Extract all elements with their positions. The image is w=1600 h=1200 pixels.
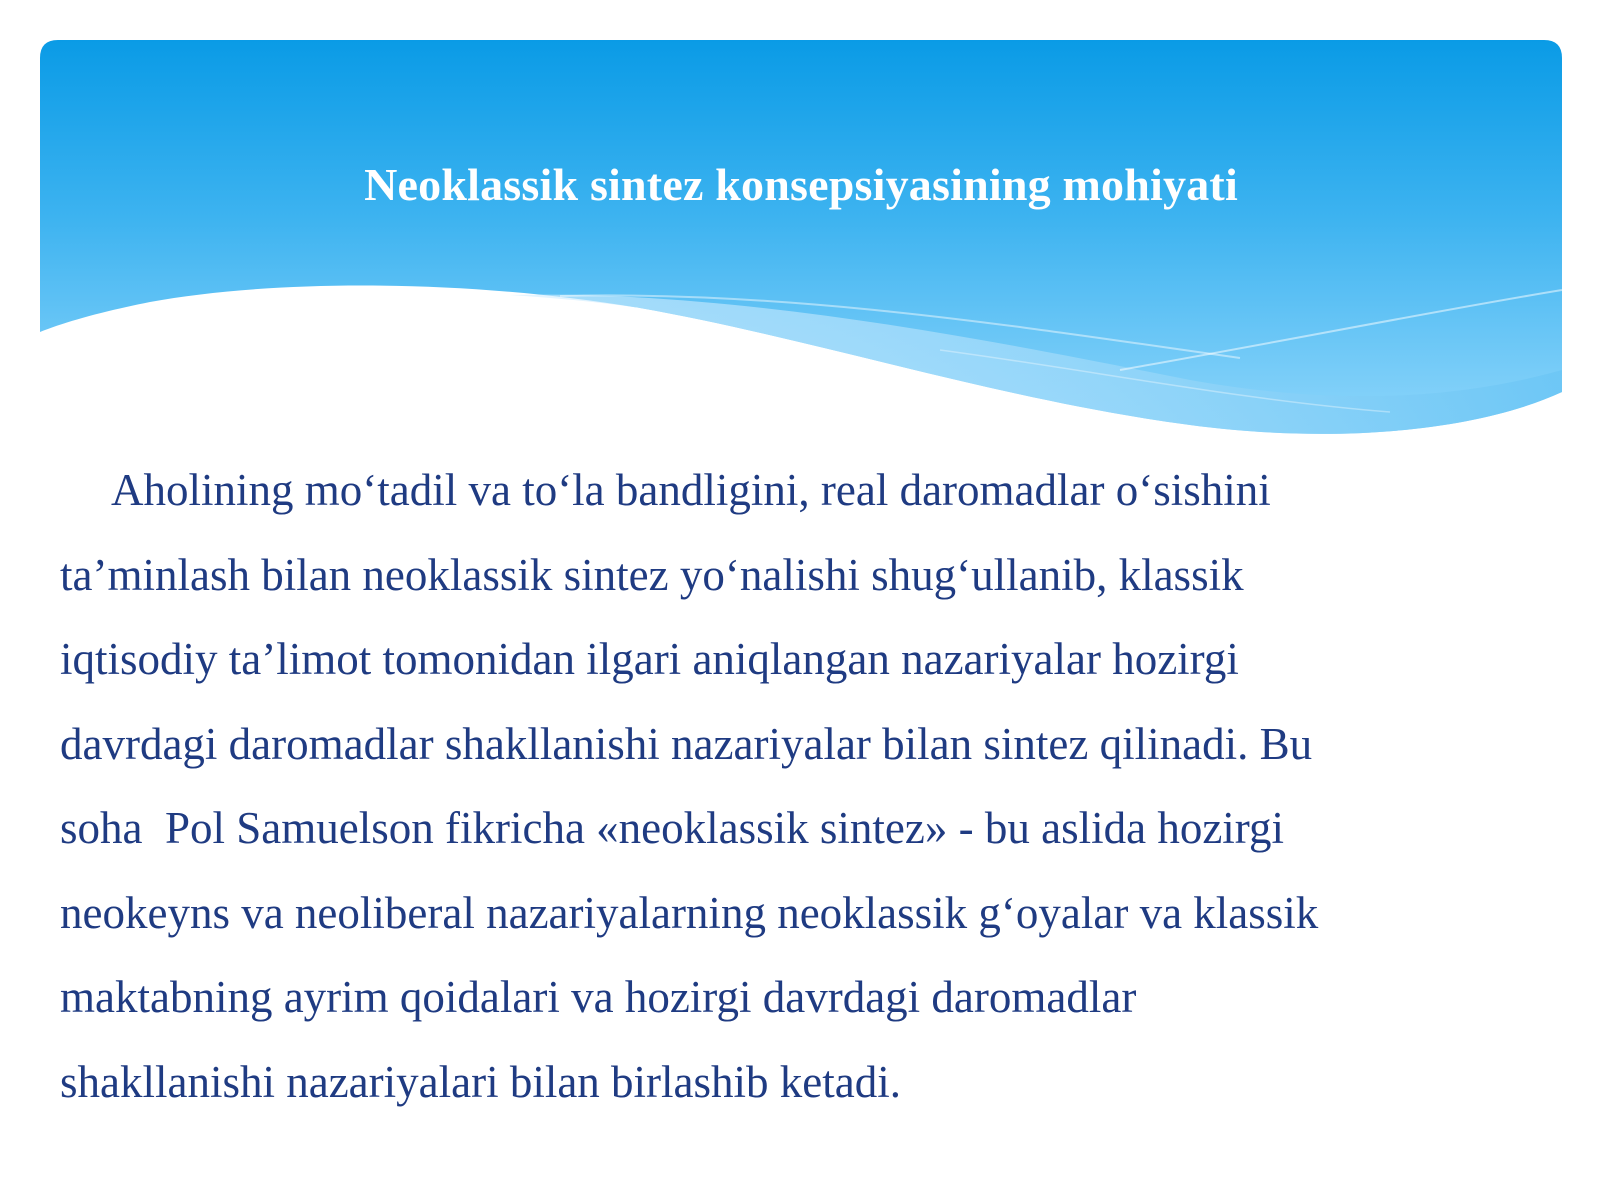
body-paragraph: Aholining mo‘tadil va to‘la bandligini, real daromadlar o‘sishini ta’minlash bilan neoklassik sintez yo‘nalishi shug‘ullanib, klassik iqtisodiy ta’limot tomonidan ilgari aniqlangan nazariyalar hozirgi davrdagi daromadlar shakllanishi nazariyalar bilan sintez qilinadi. Bu soha Pol Samuelson fikricha «neoklassik sintez» - bu aslida hozirgi neokeyns va neoliberal nazariyalarning neoklassik g‘oyalar va klassik maktabning ayrim qoidalari va hozirgi davrdagi daromadlar shakllanishi nazariyalari bilan birlashib ketadi. — [60, 465, 1319, 1107]
header-wave-banner — [40, 40, 1562, 460]
slide-title: Neoklassik sintez konsepsiyasining mohiyati — [364, 159, 1238, 210]
